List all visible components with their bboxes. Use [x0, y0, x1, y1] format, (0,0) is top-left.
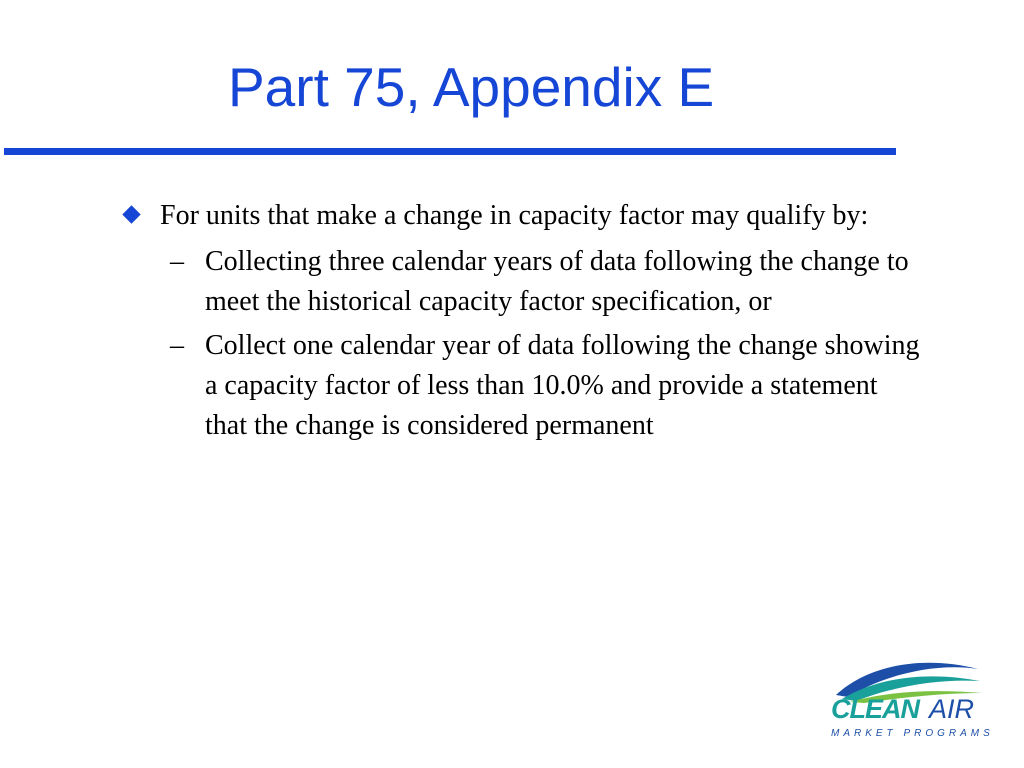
- clean-air-logo: [828, 655, 994, 745]
- diamond-bullet-icon: [122, 205, 140, 223]
- logo-word-air: AIR: [929, 694, 975, 724]
- dash-icon: –: [170, 330, 184, 361]
- logo-word-clean: CLEAN: [831, 694, 919, 724]
- bullet-item: [120, 196, 1000, 236]
- sub-bullet-item: [120, 326, 925, 446]
- sub-bullet-text: Collecting three calendar years of data following the change to meet the historical capacity factor specification, or: [205, 246, 909, 317]
- slide-title: Part 75, Appendix E: [228, 56, 715, 118]
- logo-tagline: MARKET PROGRAMS: [831, 728, 994, 739]
- sub-bullet-text: Collect one calendar year of data following the change showing a capacity factor of less than 10.0% and provide a statement that the change is considered permanent: [205, 330, 920, 441]
- title-divider: [4, 148, 896, 155]
- slide-body: [120, 196, 1000, 450]
- dash-icon: –: [170, 246, 184, 277]
- sub-bullet-item: [120, 242, 925, 322]
- bullet-text: For units that make a change in capacity factor may qualify by:: [160, 200, 869, 231]
